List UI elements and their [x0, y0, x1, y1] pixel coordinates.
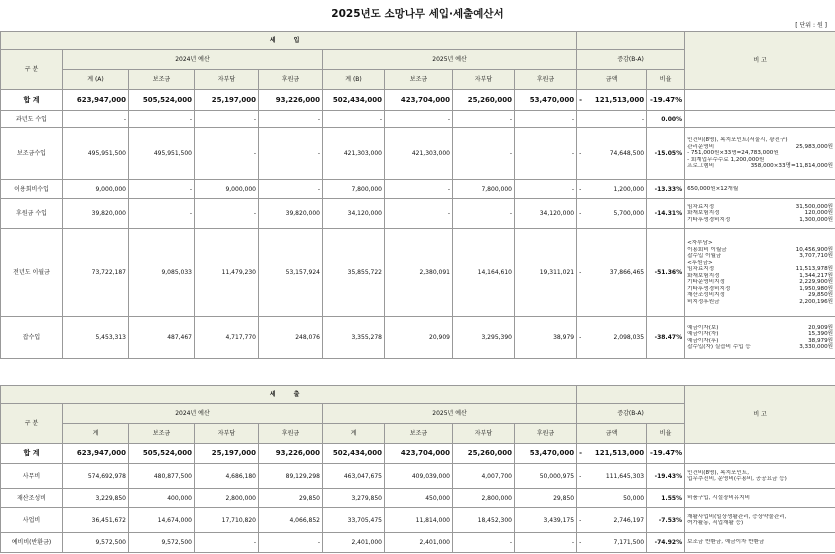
value-cell: - [385, 199, 453, 229]
value-cell: 4,717,770 [195, 317, 259, 359]
remark-amount: 1,950,980원 [799, 285, 834, 292]
value-cell: - [259, 533, 323, 553]
value-cell: 39,820,000 [259, 199, 323, 229]
exp-col-subsidy-2024: 보조금 [129, 424, 195, 444]
value-cell: 2,401,000 [385, 533, 453, 553]
value-cell: 3,279,850 [323, 489, 385, 508]
change-amount-cell [577, 464, 647, 489]
value-cell: 463,047,675 [323, 464, 385, 489]
change-sign: - [579, 150, 582, 157]
value-cell: 7,800,000 [323, 180, 385, 199]
exp-col-change-ratio: 비율 [647, 424, 685, 444]
value-cell: 53,157,924 [259, 229, 323, 317]
value-cell: - [515, 128, 577, 180]
value-cell: 11,814,000 [385, 508, 453, 533]
unit-label: [ 단위 : 원 ] [795, 22, 827, 29]
category-header: 구 분 [1, 50, 63, 90]
change-amount-cell [577, 317, 647, 359]
budget-2025-header: 2025년 예산 [323, 50, 577, 70]
remarks-cell [685, 229, 835, 317]
change-ratio: -13.33% [647, 180, 685, 199]
value-cell: 35,855,722 [323, 229, 385, 317]
row-label: 과년도 수입 [1, 111, 63, 128]
value-cell: - [323, 111, 385, 128]
remark-text: 기타후생경비지정 [687, 285, 731, 292]
value-cell: 19,311,021 [515, 229, 577, 317]
value-cell: 20,909 [385, 317, 453, 359]
remark-text: 비품구입, 시설장비유지비 [687, 494, 751, 501]
change-amount: 74,648,500 [609, 150, 645, 157]
remark-amount: 2,229,900원 [799, 279, 834, 285]
exp-col-change-amount: 금액 [577, 424, 647, 444]
value-cell: 93,226,000 [259, 444, 323, 464]
change-sign: - [579, 95, 582, 104]
remark-text: 임차료지정 [687, 203, 715, 210]
row-label: 사무비 [1, 464, 63, 489]
expense-change-header: 증감(B-A) [577, 404, 685, 424]
value-cell: - [63, 111, 129, 128]
value-cell: - [453, 533, 515, 553]
change-amount-cell [577, 111, 647, 128]
row-label: 후원금 수입 [1, 199, 63, 229]
value-cell: 423,704,000 [385, 90, 453, 111]
value-cell: 4,066,852 [259, 508, 323, 533]
value-cell: 574,692,978 [63, 464, 129, 489]
value-cell: 502,434,000 [323, 90, 385, 111]
value-cell: 421,303,000 [323, 128, 385, 180]
value-cell: 9,000,000 [195, 180, 259, 199]
value-cell: 2,380,091 [385, 229, 453, 317]
value-cell: 29,850 [259, 489, 323, 508]
remark-text: 화재보험지정 [687, 210, 720, 217]
remark-amount: 2,200,196원 [799, 298, 834, 305]
remark-amount: 1,300,000원 [799, 216, 834, 223]
value-cell: 89,129,298 [259, 464, 323, 489]
change-amount-cell [577, 180, 647, 199]
value-cell: 3,295,390 [453, 317, 515, 359]
value-cell: - [129, 111, 195, 128]
row-label: 합 계 [1, 90, 63, 111]
value-cell: 34,120,000 [515, 199, 577, 229]
value-cell: 39,820,000 [63, 199, 129, 229]
value-cell: 53,470,000 [515, 444, 577, 464]
change-amount-cell [577, 128, 647, 180]
remarks-cell [685, 180, 835, 199]
change-ratio: 0.00% [647, 111, 685, 128]
value-cell: 53,470,000 [515, 90, 577, 111]
value-cell: 2,800,000 [453, 489, 515, 508]
table-row [1, 317, 835, 359]
table-row [1, 533, 835, 553]
remark-amount: 11,513,978원 [795, 266, 834, 272]
value-cell: - [453, 111, 515, 128]
remarks-cell [685, 199, 835, 229]
change-amount-cell [577, 444, 647, 464]
value-cell: 3,439,175 [515, 508, 577, 533]
change-amount-cell [577, 533, 647, 553]
value-cell: 36,451,672 [63, 508, 129, 533]
remark-text: 예금이자(자) [687, 331, 719, 337]
change-amount-cell [577, 229, 647, 317]
col-self-pay-2024: 자부담 [195, 70, 259, 90]
value-cell: 623,947,000 [63, 90, 129, 111]
remark-text: 화재보험지정 [687, 272, 720, 279]
revenue-table-body [1, 32, 835, 359]
change-amount-cell [577, 90, 647, 111]
value-cell: 29,850 [515, 489, 577, 508]
remarks-cell [685, 444, 835, 464]
row-label: 예비비(반환금) [1, 533, 63, 553]
change-ratio: -19.47% [647, 90, 685, 111]
remark-text: 잡수입(자) 실습비 수입 등 [687, 344, 751, 350]
value-cell: - [195, 111, 259, 128]
exp-col-self-pay-2024: 자부담 [195, 424, 259, 444]
table-row [1, 444, 835, 464]
remark-amount: 10,456,900원 [795, 246, 834, 253]
value-cell: 18,452,300 [453, 508, 515, 533]
change-ratio: -14.31% [647, 199, 685, 229]
table-row [1, 489, 835, 508]
remarks-cell [685, 111, 835, 128]
value-cell: 623,947,000 [63, 444, 129, 464]
change-ratio: -19.43% [647, 464, 685, 489]
row-label: 전년도 이월금 [1, 229, 63, 317]
table-row [1, 111, 835, 128]
value-cell: 9,572,500 [63, 533, 129, 553]
value-cell: 248,076 [259, 317, 323, 359]
change-sign: - [579, 539, 582, 546]
expense-table-body [1, 386, 835, 553]
value-cell: 9,000,000 [63, 180, 129, 199]
change-amount: 111,645,303 [605, 472, 645, 480]
value-cell: 11,479,230 [195, 229, 259, 317]
value-cell: - [385, 180, 453, 199]
value-cell: - [453, 199, 515, 229]
remark-amount: 3,330,000원 [799, 344, 834, 350]
value-cell: 400,000 [129, 489, 195, 508]
value-cell: 9,085,033 [129, 229, 195, 317]
remark-text: 재산조성비지정 [687, 292, 725, 298]
change-amount: 37,866,465 [609, 269, 645, 276]
value-cell: - [385, 111, 453, 128]
change-amount-cell [577, 508, 647, 533]
table-row [1, 128, 835, 180]
remark-text: 잡수입 이월금 [687, 253, 722, 259]
row-label: 보조금수입 [1, 128, 63, 180]
remark-text: - 751,000원×33명=24,783,000원 [687, 150, 779, 157]
value-cell: - [259, 111, 323, 128]
remark-text: 프로그램비 [687, 163, 715, 170]
remark-text: <후원금> [687, 259, 713, 266]
value-cell: 14,164,610 [453, 229, 515, 317]
expense-section-title: 세 출 [1, 386, 577, 404]
value-cell: 480,877,500 [129, 464, 195, 489]
value-cell: 5,453,313 [63, 317, 129, 359]
col-total-a: 계 (A) [63, 70, 129, 90]
change-ratio: -74.92% [647, 533, 685, 553]
value-cell: 9,572,500 [129, 533, 195, 553]
exp-col-total-b: 계 [323, 424, 385, 444]
value-cell: 50,000,975 [515, 464, 577, 489]
value-cell: 4,007,700 [453, 464, 515, 489]
remarks-cell [685, 489, 835, 508]
remark-amount: 29,850원 [808, 292, 834, 298]
value-cell: - [195, 199, 259, 229]
col-change-amount: 금액 [577, 70, 647, 90]
exp-col-total-a: 계 [63, 424, 129, 444]
value-cell: 409,039,000 [385, 464, 453, 489]
col-total-b: 계 (B) [323, 70, 385, 90]
col-subsidy-2025: 보조금 [385, 70, 453, 90]
remarks-cell [685, 317, 835, 359]
change-ratio: -51.36% [647, 229, 685, 317]
remark-text: 보조금 반환금, 예금이자 반환금 [687, 539, 765, 546]
value-cell: 38,979 [515, 317, 577, 359]
value-cell: 3,355,278 [323, 317, 385, 359]
remark-amount: 358,000×33명=11,814,000원 [750, 163, 834, 170]
table-row [1, 229, 835, 317]
remark-text: 기타후생경비지정 [687, 216, 731, 223]
remark-text: 여가활동, 직업재활 등) [687, 520, 744, 526]
remark-text: 650,000원×12개월 [687, 185, 739, 192]
value-cell: 423,704,000 [385, 444, 453, 464]
change-amount: 121,513,000 [594, 95, 645, 104]
expense-table [0, 385, 835, 553]
exp-col-subsidy-2025: 보조금 [385, 424, 453, 444]
change-sign: - [579, 269, 582, 276]
remark-text: 관리운영비 [687, 143, 715, 150]
value-cell: - [195, 533, 259, 553]
row-label: 사업비 [1, 508, 63, 533]
expense-remarks-header: 비 고 [685, 386, 835, 444]
value-cell: - [515, 111, 577, 128]
row-label: 이용회비수입 [1, 180, 63, 199]
remark-amount: 38,979원 [808, 337, 834, 344]
change-header: 증감(B-A) [577, 50, 685, 70]
value-cell: - [453, 128, 515, 180]
change-sign: - [579, 185, 582, 193]
remark-text: <자부담> [687, 240, 713, 246]
value-cell: 25,260,000 [453, 444, 515, 464]
value-cell: 33,705,475 [323, 508, 385, 533]
remark-amount: 20,909원 [808, 324, 834, 331]
row-label: 재산조성비 [1, 489, 63, 508]
remark-text: 기타운영비지정 [687, 279, 725, 285]
revenue-section-title: 세 입 [1, 32, 577, 50]
change-ratio: -19.47% [647, 444, 685, 464]
value-cell: 505,524,000 [129, 444, 195, 464]
change-ratio: -15.05% [647, 128, 685, 180]
remark-text: 이용회비 이월금 [687, 246, 727, 253]
value-cell: 502,434,000 [323, 444, 385, 464]
remark-text: 재활사업비(일상생활관리, 증상약물관리, [687, 513, 787, 520]
col-change-ratio: 비율 [647, 70, 685, 90]
value-cell: 4,686,180 [195, 464, 259, 489]
remark-amount: 1,344,217원 [799, 272, 834, 279]
change-amount: 2,098,035 [613, 334, 645, 341]
remark-amount: 3,707,710원 [799, 253, 834, 259]
value-cell: - [259, 128, 323, 180]
value-cell: 2,800,000 [195, 489, 259, 508]
value-cell: 25,197,000 [195, 90, 259, 111]
value-cell: 495,951,500 [63, 128, 129, 180]
remark-amount: 120,000원 [804, 210, 834, 217]
change-amount-cell [577, 199, 647, 229]
remark-amount: 25,983,000원 [795, 143, 834, 150]
change-ratio: -7.53% [647, 508, 685, 533]
value-cell: - [515, 533, 577, 553]
value-cell: - [129, 180, 195, 199]
table-row [1, 464, 835, 489]
remark-amount: 15,390원 [808, 331, 834, 337]
expense-category-header: 구 분 [1, 404, 63, 444]
value-cell: 14,674,000 [129, 508, 195, 533]
remark-text: 인건비(8명), 복지포인트, [687, 469, 749, 476]
change-amount: - [641, 115, 645, 123]
value-cell: 487,467 [129, 317, 195, 359]
value-cell: 3,229,850 [63, 489, 129, 508]
change-amount: 2,746,197 [613, 516, 645, 524]
change-ratio: -38.47% [647, 317, 685, 359]
change-amount-cell [577, 489, 647, 508]
value-cell: - [515, 180, 577, 199]
document-title: 2025년도 소망나무 세입·세출예산서 [331, 8, 504, 20]
revenue-table [0, 31, 835, 359]
exp-col-sponsor-2025: 후원금 [515, 424, 577, 444]
table-row [1, 199, 835, 229]
expense-budget-2024-header: 2024년 예산 [63, 404, 323, 424]
value-cell: 73,722,187 [63, 229, 129, 317]
remarks-cell [685, 464, 835, 489]
change-sign: - [579, 449, 582, 457]
remark-text: - 회계업무수수료 1,200,000원 [687, 156, 765, 163]
remarks-header: 비 고 [685, 32, 835, 90]
value-cell: 93,226,000 [259, 90, 323, 111]
table-row [1, 508, 835, 533]
row-label: 잡수입 [1, 317, 63, 359]
change-amount: 1,200,000 [613, 185, 645, 193]
remark-text: 임차료지정 [687, 266, 715, 272]
table-row [1, 180, 835, 199]
budget-2024-header: 2024년 예산 [63, 50, 323, 70]
value-cell: 25,197,000 [195, 444, 259, 464]
remark-amount: 31,500,000원 [795, 203, 834, 210]
col-self-pay-2025: 자부담 [453, 70, 515, 90]
col-sponsor-2024: 후원금 [259, 70, 323, 90]
value-cell: 495,951,500 [129, 128, 195, 180]
value-cell: 421,303,000 [385, 128, 453, 180]
value-cell: - [259, 180, 323, 199]
change-sign: - [579, 516, 582, 524]
value-cell: 7,800,000 [453, 180, 515, 199]
exp-col-sponsor-2024: 후원금 [259, 424, 323, 444]
change-amount: 7,171,500 [613, 539, 645, 546]
remark-text: 예금이자(보) [687, 324, 719, 331]
change-ratio: 1.55% [647, 489, 685, 508]
value-cell: 505,524,000 [129, 90, 195, 111]
remark-text: 비지정후원금 [687, 298, 720, 305]
change-sign: - [579, 210, 582, 217]
table-row [1, 90, 835, 111]
remarks-cell [685, 128, 835, 180]
remarks-cell [685, 533, 835, 553]
value-cell: 450,000 [385, 489, 453, 508]
value-cell: 25,260,000 [453, 90, 515, 111]
change-amount: 5,700,000 [613, 210, 645, 217]
change-amount: 50,000 [623, 494, 645, 502]
row-label: 합 계 [1, 444, 63, 464]
remark-text: 업무추진비, 운영비(수용비, 공공요금 등) [687, 476, 787, 482]
remark-text: 인건비(8명), 복지포인트(서울시, 광진구) [687, 137, 788, 144]
change-sign: - [579, 334, 582, 341]
change-amount: 121,513,000 [594, 449, 645, 457]
remark-text: 예금이자(후) [687, 337, 719, 344]
col-subsidy-2024: 보조금 [129, 70, 195, 90]
exp-col-self-pay-2025: 자부담 [453, 424, 515, 444]
value-cell: - [129, 199, 195, 229]
value-cell: 2,401,000 [323, 533, 385, 553]
remarks-cell [685, 90, 835, 111]
value-cell: 17,710,820 [195, 508, 259, 533]
change-sign: - [579, 472, 582, 480]
col-sponsor-2025: 후원금 [515, 70, 577, 90]
remarks-cell [685, 508, 835, 533]
value-cell: - [195, 128, 259, 180]
expense-budget-2025-header: 2025년 예산 [323, 404, 577, 424]
value-cell: 34,120,000 [323, 199, 385, 229]
